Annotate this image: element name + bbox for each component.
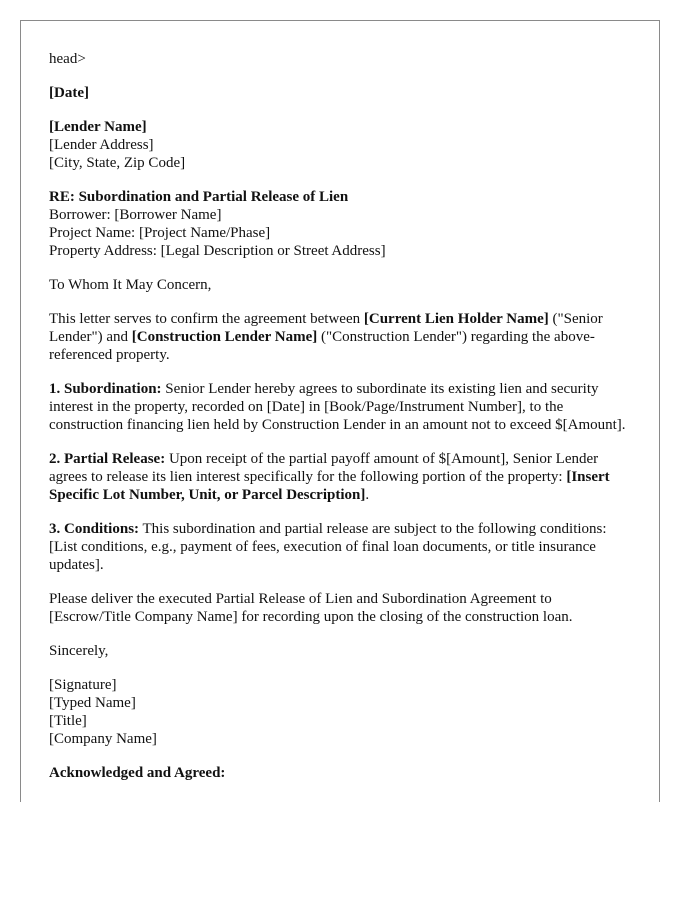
closing: Sincerely, bbox=[49, 643, 109, 659]
salutation: To Whom It May Concern, bbox=[49, 277, 212, 293]
intro-text-2: ("Senior Lender") and bbox=[49, 311, 603, 345]
partial-release-paragraph bbox=[49, 450, 631, 504]
partial-release-heading: 2. Partial Release: bbox=[49, 451, 166, 467]
partial-release-parcel: [Insert Specific Lot Number, Unit, or Parcel Description] bbox=[49, 469, 610, 503]
intro-current-lien-holder: [Current Lien Holder Name] bbox=[363, 311, 549, 327]
partial-release-end: . bbox=[365, 487, 370, 503]
signer-title: [Title] bbox=[49, 713, 87, 729]
intro-text-1: This letter serves to confirm the agreement between bbox=[49, 311, 364, 327]
stray-head: head> bbox=[49, 51, 86, 67]
re-subject: RE: Subordination and Partial Release of Lien bbox=[49, 189, 349, 205]
signature: [Signature] bbox=[49, 677, 117, 693]
signature-block bbox=[49, 676, 631, 748]
partial-release-text: Upon receipt of the partial payoff amount of $[Amount], Senior Lender agrees to release its lien interest specifically for the following portion of the property: bbox=[49, 451, 599, 485]
letter-page bbox=[20, 20, 660, 802]
re-property: Property Address: [Legal Description or Street Address] bbox=[49, 243, 386, 259]
lender-name: [Lender Name] bbox=[49, 119, 147, 135]
re-borrower: Borrower: [Borrower Name] bbox=[49, 207, 222, 223]
company-name: [Company Name] bbox=[49, 731, 157, 747]
conditions-text: This subordination and partial release are subject to the following conditions: [List conditions, e.g., payment of fees, execution of final loan documents, or title insurance updates]. bbox=[49, 521, 607, 573]
lender-block bbox=[49, 118, 631, 172]
subordination-text: Senior Lender hereby agrees to subordinate its existing lien and security interest in the property, recorded on [Date] in [Book/Page/Instrument Number], to the construction financing lien held by Construction Lender in an amount not to exceed $[Amount]. bbox=[49, 381, 626, 433]
typed-name: [Typed Name] bbox=[49, 695, 136, 711]
acknowledged-block bbox=[49, 764, 631, 782]
conditions-heading: 3. Conditions: bbox=[49, 521, 140, 537]
delivery-paragraph bbox=[49, 590, 631, 626]
conditions-paragraph bbox=[49, 520, 631, 574]
re-project: Project Name: [Project Name/Phase] bbox=[49, 225, 271, 241]
salutation-block bbox=[49, 276, 631, 294]
date: [Date] bbox=[49, 85, 89, 101]
subordination-heading: 1. Subordination: bbox=[49, 381, 162, 397]
lender-city: [City, State, Zip Code] bbox=[49, 155, 186, 171]
lender-address: [Lender Address] bbox=[49, 137, 154, 153]
stray-head-text bbox=[49, 50, 631, 68]
date-block bbox=[49, 84, 631, 102]
intro-paragraph bbox=[49, 310, 631, 364]
re-block bbox=[49, 188, 631, 260]
delivery-text: Please deliver the executed Partial Release of Lien and Subordination Agreement to [Escrow/Title Company Name] for recording upon the closing of the construction loan. bbox=[49, 591, 573, 625]
intro-construction-lender: [Construction Lender Name] bbox=[131, 329, 318, 345]
intro-text-3: ("Construction Lender") regarding the above-referenced property. bbox=[49, 329, 595, 363]
acknowledged-heading: Acknowledged and Agreed: bbox=[49, 765, 226, 781]
subordination-paragraph bbox=[49, 380, 631, 434]
closing-block bbox=[49, 642, 631, 660]
